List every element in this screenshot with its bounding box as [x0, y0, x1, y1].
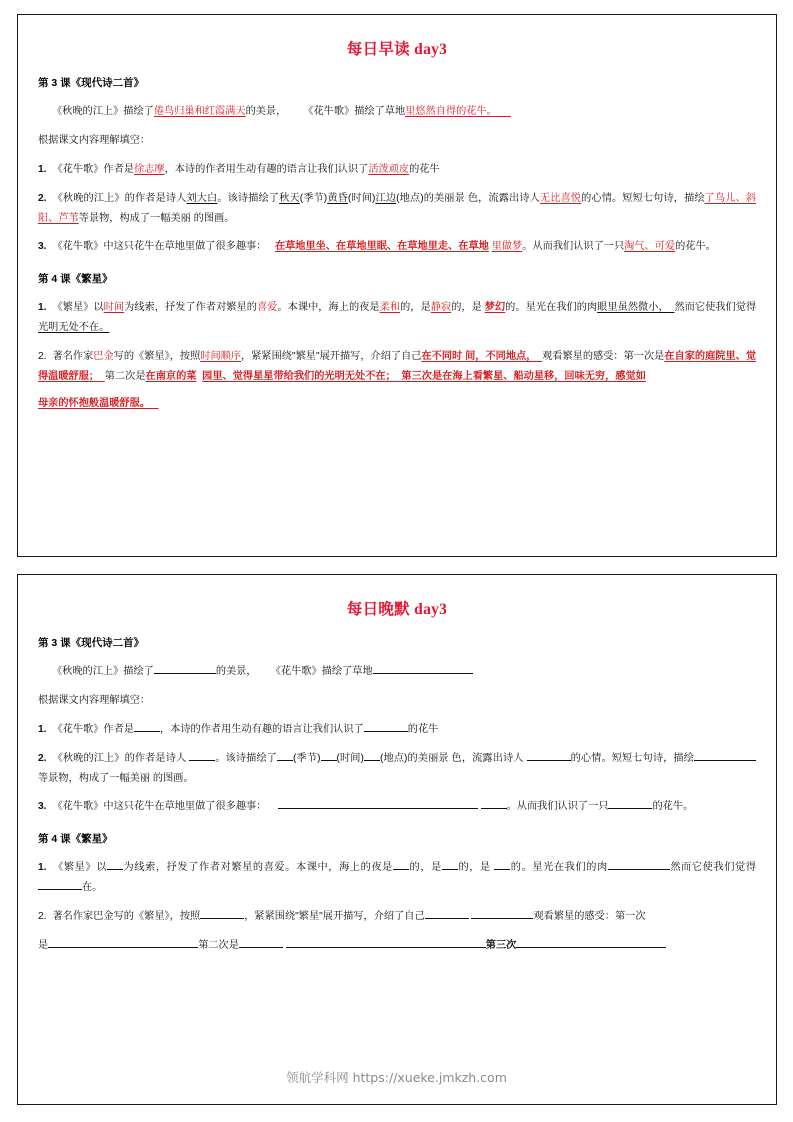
morning-q2-answer-2: 秋天 — [279, 192, 300, 204]
morning-q2-text-g: 等景物，构成了一幅美丽 的图画。 — [78, 212, 235, 224]
evening-q3-text-b: 。从而我们认识了一只 — [506, 801, 609, 813]
morning-q2-answer-4: 江边 — [375, 192, 397, 204]
lesson3-intro-morning — [38, 102, 756, 122]
morning-l4q1-answer-5: 梦幻 — [484, 302, 506, 314]
evening-l4q1-text-g: 在。 — [82, 882, 103, 894]
evening-l4q1-text-a: 《繁星》以 — [52, 862, 107, 874]
morning-q2-answer-5: 无比喜悦 — [539, 192, 582, 204]
evening-lesson3-intro-text-c: 《花牛歌》描绘了草地 — [270, 666, 373, 677]
evening-q3-text-a: 《花牛歌》中这只花牛在草地里做了很多趣事： — [52, 801, 267, 813]
morning-l4q2-answer-5: 在南京的菜 — [145, 371, 197, 383]
evening-l4q1-text-e: 的。星光在我们的肉 — [510, 862, 608, 874]
evening-q2-blank-3[interactable] — [321, 760, 337, 761]
lesson3-intro-answer-1: 倦鸟归巢和红霞满天 — [153, 106, 246, 117]
evening-q2-blank-1[interactable] — [189, 760, 215, 761]
morning-l4q2-text-b: 写的《繁星》，按照 — [113, 351, 201, 363]
evening-question-3 — [38, 797, 756, 817]
evening-q2-text-c: (季节) — [293, 752, 321, 764]
evening-q3-blank-3[interactable] — [608, 808, 652, 809]
morning-l4q2-answer-3: 在不同时 间，不同地点， — [421, 351, 537, 363]
morning-q3-answer-1: 在草地里坐、在草地里眠、在草地里走、在草地 — [274, 241, 489, 253]
evening-q2-text-d: (时间) — [336, 752, 364, 764]
morning-l4q1-answer-4: 静寂 — [430, 302, 452, 314]
lesson3-intro-text-b: 的美景， — [245, 106, 287, 117]
evening-q2-text-f: 的心情。短短七句诗，描绘 — [570, 752, 695, 764]
fill-prompt-evening: 根据课文内容理解填空： — [38, 694, 151, 706]
evening-q3-number: 3. — [38, 801, 47, 813]
lesson4-heading-morning: 第 4 课《繁星》 — [38, 273, 113, 286]
evening-l4q1-blank-6[interactable] — [38, 889, 82, 890]
page-title-evening — [38, 597, 756, 619]
evening-q3-blank-1[interactable] — [278, 808, 478, 809]
morning-q2-answer-3: 黄昏 — [327, 192, 348, 204]
evening-q3-blank-2[interactable] — [481, 808, 507, 809]
evening-q2-text-a: 《秋晚的江上》的作者是诗人 — [52, 752, 187, 764]
evening-q2-blank-5[interactable] — [527, 760, 571, 761]
evening-q1-text-b: ，本诗的作者用生动有趣的语言让我们认识了 — [160, 723, 364, 735]
evening-q2-blank-2[interactable] — [277, 760, 293, 761]
morning-q3-number: 3. — [38, 241, 47, 253]
morning-question-3 — [38, 237, 756, 257]
evening-l4q1-blank-5[interactable] — [608, 869, 670, 870]
morning-q1-text-b: ，本诗的作者用生动有趣的语言让我们认识了 — [164, 163, 369, 175]
morning-question-1 — [38, 160, 756, 180]
evening-l4q2-number: 2. — [38, 911, 47, 923]
evening-l4q1-blank-1[interactable] — [107, 869, 123, 870]
evening-q1-blank-1[interactable] — [134, 731, 160, 732]
evening-l4-question-2 — [38, 907, 756, 927]
morning-l4-question-1 — [38, 298, 756, 338]
evening-l4q2-text-c: 观看繁星的感受：第一次 — [533, 911, 646, 923]
morning-l4q2-text-f: 第三次是在 — [401, 371, 453, 383]
page-title-morning-cn: 每日早读 — [346, 41, 415, 58]
evening-q2-blank-4[interactable] — [364, 760, 380, 761]
evening-l4q1-text-c: 的，是 — [408, 862, 442, 874]
evening-lesson3-blank-2[interactable] — [373, 673, 473, 674]
evening-l4q2-blank-5[interactable] — [239, 947, 283, 948]
morning-q1-answer-1: 徐志摩 — [134, 163, 165, 175]
page-title-evening-day: day3 — [414, 601, 448, 618]
evening-q1-text-c: 的花牛 — [407, 723, 439, 735]
morning-l4q2-answer-8: 母亲的怀抱般温暖舒服。 — [38, 397, 151, 409]
evening-q2-text-e: (地点)的美丽景 色，流露出诗人 — [379, 752, 524, 764]
evening-q2-text-b: 。该诗描绘了 — [215, 752, 278, 764]
morning-l4-question-2 — [38, 347, 756, 387]
morning-q3-answer-2: 里做梦 — [491, 241, 523, 253]
morning-l4q1-text-f: 的。星光在我们的肉 — [505, 302, 598, 314]
lesson3-intro-evening — [38, 662, 756, 682]
evening-q1-text-a: 《花牛歌》作者是 — [52, 723, 134, 735]
worksheet-morning-reading — [17, 14, 777, 557]
evening-l4q2-blank-4[interactable] — [48, 947, 198, 948]
morning-l4q2-answer-2: 时间顺序 — [200, 351, 242, 363]
evening-q3-text-c: 的花牛。 — [652, 801, 694, 813]
lesson4-heading-evening: 第 4 课《繁星》 — [38, 833, 113, 846]
evening-l4q2-text-d: 是 — [38, 940, 49, 952]
morning-question-2 — [38, 189, 756, 229]
morning-l4-question-2-tail — [38, 394, 756, 414]
morning-q2-text-d: (时间) — [347, 192, 376, 204]
morning-l4q1-text-d: 的，是 — [400, 302, 431, 314]
lesson3-heading-evening: 第 3 课《现代诗二首》 — [38, 637, 145, 649]
lesson3-intro-text-a: 《秋晚的江上》描绘了 — [52, 106, 154, 117]
fill-prompt-morning: 根据课文内容理解填空： — [38, 134, 151, 146]
morning-l4q1-text-a: 《繁星》以 — [52, 302, 104, 314]
morning-l4q1-answer-7: 光明无处不在。 — [38, 322, 110, 334]
page-title-evening-cn: 每日晚默 — [346, 601, 415, 618]
evening-q2-blank-6[interactable] — [694, 760, 756, 761]
evening-l4q1-text-d: 的，是 — [457, 862, 495, 874]
morning-l4q1-text-b: 为线索，抒发了作者对繁星的 — [124, 302, 257, 314]
evening-lesson3-intro-text-b: 的美景， — [215, 666, 257, 677]
evening-l4q1-blank-3[interactable] — [442, 869, 458, 870]
morning-l4q1-text-g: 然而它使我们觉得 — [674, 302, 757, 314]
morning-l4q2-answer-7: 海上看繁星、船动星移，回味无穷，感觉如 — [452, 371, 646, 383]
lesson3-heading-morning: 第 3 课《现代诗二首》 — [38, 77, 145, 89]
morning-l4q2-text-e: 第二次是 — [104, 371, 146, 383]
morning-l4q2-text-c: ，紧紧围绕"繁星"展开描写，介绍了自己 — [241, 351, 422, 363]
morning-q3-text-b: 。从而我们认识了一只 — [522, 241, 625, 253]
evening-l4q1-blank-2[interactable] — [393, 869, 409, 870]
evening-l4q2-blank-7[interactable] — [516, 947, 666, 948]
morning-q1-text-c: 的花牛 — [409, 163, 440, 175]
morning-l4q1-text-e: 的，是 — [451, 302, 485, 314]
morning-q2-text-a: 《秋晚的江上》的作者是诗人 — [52, 192, 187, 204]
site-watermark: 领航学科网 https://xueke.jmkzh.com — [286, 1070, 507, 1085]
evening-l4q2-text-a: 著名作家巴金写的《繁星》，按照 — [52, 911, 201, 923]
evening-lesson3-blank-1[interactable] — [154, 673, 216, 674]
evening-l4q2-text-b: ，紧紧围绕"繁星"展开描写，介绍了自己 — [244, 911, 425, 923]
morning-q1-text-a: 《花牛歌》作者是 — [52, 163, 134, 175]
morning-q2-text-c: (季节) — [299, 192, 328, 204]
morning-l4q2-number: 2. — [38, 351, 47, 363]
morning-q2-number: 2. — [38, 192, 47, 204]
evening-l4-question-2-tail — [38, 936, 756, 956]
morning-l4q2-answer-1: 巴金 — [93, 351, 114, 363]
morning-l4q2-text-d: 观看繁星的感受：第一次是 — [542, 351, 665, 363]
evening-q1-blank-2[interactable] — [364, 731, 408, 732]
page-title-morning — [38, 37, 756, 59]
morning-l4q1-text-c: 。本课中，海上的夜是 — [277, 302, 380, 314]
morning-q1-answer-2: 活泼顽皮 — [368, 163, 410, 175]
morning-q1-number: 1. — [38, 163, 47, 175]
evening-l4q2-blank-3[interactable] — [471, 918, 533, 919]
evening-q1-number: 1. — [38, 723, 47, 735]
evening-l4q1-number: 1. — [38, 862, 47, 874]
morning-q3-text-c: 的花牛。 — [675, 241, 716, 253]
morning-q2-answer-6: 了鸟儿、斜阳、芦苇 — [38, 192, 757, 224]
morning-l4q1-number: 1. — [38, 302, 47, 314]
worksheet-evening-dictation — [17, 574, 777, 1105]
evening-l4q2-text-f: 第三次 — [485, 940, 517, 952]
evening-l4q2-blank-6[interactable] — [286, 947, 486, 948]
morning-l4q2-answer-6: 园里、觉得星星带给我们的光明无处不在； — [202, 371, 396, 383]
morning-l4q1-answer-1: 时间 — [103, 302, 125, 314]
evening-l4q1-blank-4[interactable] — [494, 869, 510, 870]
evening-q2-text-g: 等景物，构成了一幅美丽 的图画。 — [38, 772, 194, 784]
evening-l4q2-blank-2[interactable] — [425, 918, 469, 919]
morning-q2-text-f: 的心情。短短七句诗，描绘 — [581, 192, 705, 204]
evening-lesson3-intro-text-a: 《秋晚的江上》描绘了 — [52, 666, 154, 677]
morning-l4q1-answer-2: 喜爱 — [256, 302, 278, 314]
evening-l4q1-text-b: 为线索，抒发了作者对繁星的喜爱。本课中，海上的夜是 — [122, 862, 393, 874]
evening-question-2 — [38, 749, 756, 789]
lesson3-intro-answer-2: 里悠然自得的花牛。 — [405, 106, 497, 117]
evening-l4q1-text-f: 然而它使我们觉得 — [669, 862, 757, 874]
morning-q3-answer-3: 淘气、可爱 — [624, 241, 676, 253]
evening-l4q2-blank-1[interactable] — [200, 918, 244, 919]
morning-q2-text-e: (地点)的美丽景 色，流露出诗人 — [396, 192, 540, 204]
evening-l4q2-text-e: 第二次是 — [198, 940, 239, 952]
morning-l4q2-answer-4: 在自家的庭院里、觉得温暖舒服； — [38, 351, 757, 383]
morning-q2-answer-1: 刘大白 — [186, 192, 218, 204]
morning-l4q1-answer-6: 眼里虽然微小， — [597, 302, 669, 314]
morning-l4q2-text-a: 著名作家 — [52, 351, 94, 363]
morning-q2-text-b: 。该诗描绘了 — [217, 192, 280, 204]
evening-q2-number: 2. — [38, 752, 47, 764]
lesson3-intro-text-c: 《花牛歌》描绘了草地 — [303, 106, 406, 117]
evening-question-1 — [38, 720, 756, 740]
evening-l4-question-1 — [38, 858, 756, 898]
morning-q3-text-a: 《花牛歌》中这只花牛在草地里做了很多趣事： — [52, 241, 267, 253]
page-title-morning-day: day3 — [414, 41, 448, 58]
morning-l4q1-answer-3: 柔和 — [379, 302, 401, 314]
